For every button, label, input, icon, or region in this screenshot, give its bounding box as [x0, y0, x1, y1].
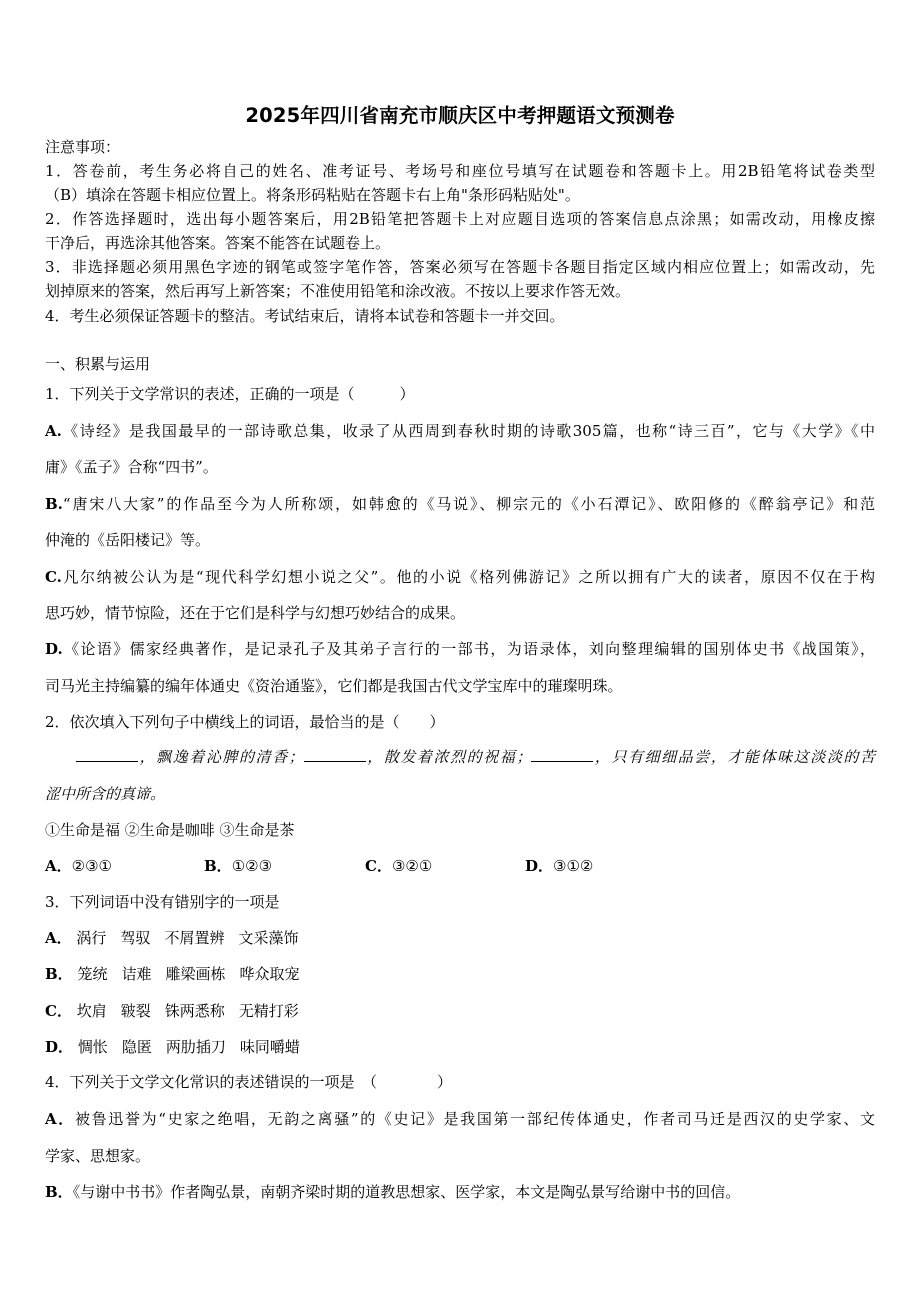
question-4-stem: 4．下列关于文学文化常识的表述错误的一项是 （ ） — [45, 1073, 453, 1091]
q2-choices: ①生命是福 ②生命是咖啡 ③生命是茶 — [45, 821, 295, 839]
option-label: C． — [45, 1002, 72, 1020]
question-3-stem: 3．下列词语中没有错别字的一项是 — [45, 893, 280, 911]
q4-option-a — [45, 1109, 875, 1129]
word: 味同嚼蜡 — [239, 1038, 300, 1056]
q2-segment: ，只有细细品尝，才能体味这淡淡的苦 — [593, 748, 875, 766]
q3-option-a[interactable] — [45, 928, 312, 948]
word: 两肋插刀 — [165, 1038, 226, 1056]
q1-option-c — [45, 567, 875, 587]
option-label: D． — [525, 857, 554, 875]
answer-blank[interactable] — [531, 747, 593, 762]
option-text: “唐宋八大家”的作品至今为人所称颂，如韩愈的《马说》、柳宗元的《小石潭记》、欧阳修的《醉翁亭记》和范 — [62, 495, 875, 513]
q1-option-a-cont: 庸》《孟子》合称“四书”。 — [45, 458, 218, 476]
q4-option-a-cont: 学家、思想家。 — [45, 1147, 151, 1165]
q2-option-d[interactable] — [525, 856, 593, 876]
notice-line: 1．答卷前，考生务必将自己的姓名、准考证号、考场号和座位号填写在试题卷和答题卡上。用2B铅笔将试卷类型 — [45, 162, 875, 180]
section-heading: 一、积累与运用 — [45, 355, 151, 373]
q1-option-b-cont: 仲淹的《岳阳楼记》等。 — [45, 531, 211, 549]
option-label: C. — [45, 568, 62, 586]
notice-line: 干净后，再选涂其他答案。答案不能答在试题卷上。 — [45, 234, 391, 252]
q1-option-c-cont: 思巧妙，情节惊险，还在于它们是科学与幻想巧妙结合的成果。 — [45, 604, 466, 622]
answer-blank[interactable] — [304, 747, 366, 762]
q3-option-b[interactable] — [45, 964, 314, 984]
word: 涡行 — [76, 929, 107, 947]
option-text: 《与谢中书书》作者陶弘景，南朝齐梁时期的道教思想家、医学家，本文是陶弘景写给谢中书的回信。 — [72, 1183, 741, 1201]
word: 不屑置辨 — [164, 929, 225, 947]
word: 铢两悉称 — [164, 1002, 225, 1020]
word: 坎肩 — [76, 1002, 107, 1020]
q2-segment: ，飘逸着沁脾的清香； — [138, 748, 304, 766]
q1-option-a — [45, 421, 875, 441]
notice-line: 4．考生必须保证答题卡的整洁。考试结束后，请将本试卷和答题卡一并交回。 — [45, 307, 565, 325]
question-1-stem: 1．下列关于文学常识的表述，正确的一项是（ ） — [45, 385, 415, 403]
word: 皲裂 — [120, 1002, 151, 1020]
q1-option-d-cont: 司马光主持编纂的编年体通史《资治通鉴》，它们都是我国古代文学宝库中的璀璨明珠。 — [45, 677, 623, 695]
question-2-stem: 2．依次填入下列句子中横线上的词语，最恰当的是（ ） — [45, 713, 445, 731]
word: 雕梁画栋 — [165, 965, 226, 983]
q1-option-b — [45, 494, 875, 514]
word: 隐匿 — [121, 1038, 152, 1056]
option-text: 《论语》儒家经典著作，是记录孔子及其弟子言行的一部书，为语录体，刘向整理编辑的国别体史书《战国策》， — [62, 640, 875, 658]
option-label: A. — [45, 422, 62, 440]
option-label: B. — [45, 495, 63, 513]
option-text: 被鲁迅誉为“史家之绝唱，无韵之离骚”的《史记》是我国第一部纪传体通史，作者司马迁是西汉的史学家、文 — [74, 1110, 876, 1128]
option-text: 凡尔纳被公认为是“现代科学幻想小说之父”。他的小说《格列佛游记》之所以拥有广大的读者，原因不仅在于构 — [61, 568, 875, 586]
option-text: ②③① — [71, 857, 112, 875]
option-text: ③②① — [391, 857, 433, 875]
option-label: A． — [45, 929, 72, 947]
option-label: A． — [45, 857, 72, 875]
notice-line: （B）填涂在答题卡相应位置上。将条形码粘贴在答题卡右上角"条形码粘贴处"。 — [45, 186, 580, 204]
page-title: 2025年四川省南充市顺庆区中考押题语文预测卷 — [245, 104, 675, 127]
word: 惆怅 — [77, 1038, 108, 1056]
q3-option-d[interactable] — [45, 1037, 314, 1057]
option-label: B． — [45, 965, 73, 983]
word: 驾驭 — [120, 929, 151, 947]
option-text: 《诗经》是我国最早的一部诗歌总集，收录了从西周到春秋时期的诗歌305篇，也称“诗三百”，它与《大学》《中 — [61, 422, 875, 440]
option-label: B． — [45, 1183, 73, 1201]
q2-sentence-cont: 涩中所含的真谛。 — [45, 785, 166, 803]
word: 笼统 — [77, 965, 108, 983]
q1-option-d — [45, 639, 875, 659]
word: 诘难 — [121, 965, 152, 983]
notice-line: 3．非选择题必须用黑色字迹的钢笔或签字笔作答，答案必须写在答题卡各题目指定区域内相应位置上；如需改动，先 — [45, 258, 875, 276]
q3-option-c[interactable] — [45, 1001, 313, 1021]
q2-option-c[interactable] — [365, 856, 432, 876]
option-label: B． — [204, 857, 232, 875]
option-text: ①②③ — [231, 857, 273, 875]
option-label: D． — [45, 1038, 74, 1056]
notice-line: 2．作答选择题时，选出每小题答案后，用2B铅笔把答题卡上对应题目选项的答案信息点涂黑；如需改动，用橡皮擦 — [45, 210, 875, 228]
word: 哗众取宠 — [239, 965, 300, 983]
option-label: D. — [45, 640, 63, 658]
q2-option-b[interactable] — [204, 856, 272, 876]
option-label: C． — [365, 857, 392, 875]
q2-segment: ，散发着浓烈的祝福； — [365, 748, 532, 766]
notice-heading: 注意事项： — [45, 138, 121, 156]
word: 无精打彩 — [238, 1002, 299, 1020]
word: 文采藻饰 — [238, 929, 299, 947]
option-text: ③①② — [553, 857, 594, 875]
notice-line: 划掉原来的答案，然后再写上新答案；不准使用铅笔和涂改液。不按以上要求作答无效。 — [45, 282, 631, 300]
option-label: A． — [45, 1110, 75, 1128]
q4-option-b — [45, 1182, 740, 1202]
q2-sentence — [76, 747, 875, 767]
q2-option-a[interactable] — [45, 856, 112, 876]
answer-blank[interactable] — [76, 747, 138, 762]
